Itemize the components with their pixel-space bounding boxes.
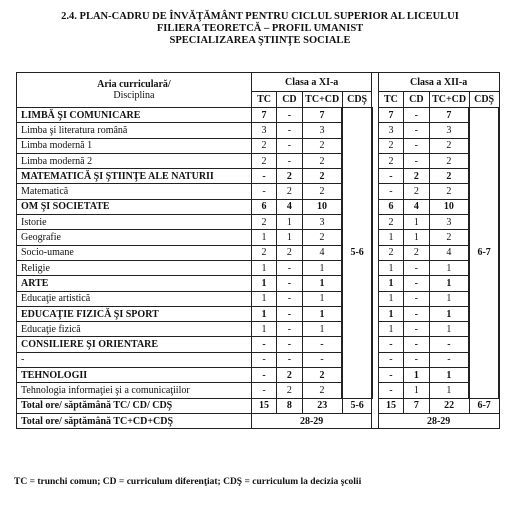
header-cd-11: CD [277,92,302,108]
value-11-1: - [277,306,302,321]
value-11-1: - [277,260,302,275]
value-11-1: 2 [277,368,302,383]
value-11-0: 3 [251,123,276,138]
total-week-label: Total ore/ săptămână TC/ CD/ CDŞ [17,398,252,413]
value-11-1: - [277,291,302,306]
value-12-1: - [404,337,429,352]
table-row [17,322,500,337]
value-11-0: 1 [251,260,276,275]
total-week-11-2: 23 [302,398,342,413]
value-11-1: 4 [277,199,302,214]
value-11-0: 7 [251,108,276,123]
title-line-3: SPECIALIZAREA ŞTIINŢE SOCIALE [169,35,351,46]
value-11-0: 1 [251,322,276,337]
value-12-1: - [404,291,429,306]
discipline-name: OM ŞI SOCIETATE [17,199,252,214]
value-12-2: 3 [429,123,469,138]
header-class-11: Clasa a XI-a [251,73,372,92]
discipline-name: Matematică [17,184,252,199]
table-row [17,184,500,199]
value-12-2: 1 [429,383,469,398]
discipline-name: Educaţie artistică [17,291,252,306]
table-row [17,260,500,275]
table-row [17,383,500,398]
cds-12: 6-7 [469,108,499,399]
discipline-name: LIMBĂ ŞI COMUNICARE [17,108,252,123]
value-12-1: 2 [404,169,429,184]
header-cds-12: CDŞ [469,92,499,108]
table-group-row [17,169,500,184]
discipline-name: Educaţie fizică [17,322,252,337]
value-12-2: 1 [429,306,469,321]
value-12-2: 2 [429,169,469,184]
value-12-1: 2 [404,245,429,260]
value-12-0: 1 [378,260,403,275]
value-12-0: 1 [378,291,403,306]
value-12-2: 1 [429,322,469,337]
value-11-1: 2 [277,383,302,398]
table-group-row [17,108,500,123]
value-12-0: 3 [378,123,403,138]
value-12-0: - [378,169,403,184]
value-12-1: 1 [404,215,429,230]
value-11-1: 1 [277,215,302,230]
value-11-2: - [302,352,342,367]
value-11-1: - [277,352,302,367]
value-11-0: - [251,337,276,352]
value-11-0: - [251,368,276,383]
discipline-name: Geografie [17,230,252,245]
value-12-2: 7 [429,108,469,123]
table-row [17,123,500,138]
value-11-1: - [277,337,302,352]
discipline-name: Limba modernă 2 [17,153,252,168]
value-12-1: - [404,123,429,138]
value-11-1: 1 [277,230,302,245]
discipline-name: EDUCAŢIE FIZICĂ ŞI SPORT [17,306,252,321]
table-row [17,291,500,306]
value-12-2: - [429,337,469,352]
value-11-0: 2 [251,138,276,153]
value-12-2: 1 [429,291,469,306]
value-12-2: 4 [429,245,469,260]
value-11-1: - [277,153,302,168]
total-week-12-3: 6-7 [469,398,499,413]
total-week-12-0: 15 [378,398,403,413]
total-all-row [17,413,500,428]
value-12-2: 10 [429,199,469,214]
discipline-name: Limba şi literatura română [17,123,252,138]
value-12-1: - [404,322,429,337]
value-12-0: - [378,383,403,398]
value-11-0: 2 [251,215,276,230]
header-cd-12: CD [404,92,429,108]
value-11-1: 2 [277,184,302,199]
discipline-name: MATEMATICĂ ŞI ŞTIINŢE ALE NATURII [17,169,252,184]
value-11-1: - [277,138,302,153]
discipline-name: Religie [17,260,252,275]
table-row [17,245,500,260]
value-12-0: 1 [378,306,403,321]
value-12-0: 2 [378,215,403,230]
value-12-0: 2 [378,138,403,153]
header-cds-11: CDŞ [342,92,372,108]
table-group-row [17,199,500,214]
value-12-0: 6 [378,199,403,214]
discipline-name: TEHNOLOGII [17,368,252,383]
value-11-2: 1 [302,306,342,321]
value-11-2: 7 [302,108,342,123]
table-row [17,138,500,153]
value-11-1: - [277,123,302,138]
value-12-1: - [404,108,429,123]
value-11-2: 4 [302,245,342,260]
value-12-2: 2 [429,230,469,245]
value-12-1: - [404,352,429,367]
value-12-0: 2 [378,245,403,260]
value-12-1: - [404,153,429,168]
table-row [17,153,500,168]
value-11-0: - [251,352,276,367]
value-11-2: - [302,337,342,352]
discipline-name: ARTE [17,276,252,291]
value-12-1: 1 [404,230,429,245]
value-11-2: 3 [302,123,342,138]
value-11-2: 1 [302,322,342,337]
value-12-0: 1 [378,276,403,291]
value-11-1: 2 [277,169,302,184]
value-12-1: 4 [404,199,429,214]
header-class-12: Clasa a XII-a [378,73,499,92]
value-11-1: - [277,322,302,337]
header-area [17,73,252,108]
header-tc-11: TC [251,92,276,108]
total-week-11-3: 5-6 [342,398,372,413]
total-week-11-1: 8 [277,398,302,413]
value-11-0: - [251,383,276,398]
value-12-1: 1 [404,383,429,398]
value-11-0: 1 [251,291,276,306]
value-11-2: 2 [302,368,342,383]
value-12-0: - [378,352,403,367]
footer-legend: TC = trunchi comun; CD = curriculum diferenţiat; CDŞ = curriculum la decizia şcolii [14,477,362,487]
value-11-1: - [277,276,302,291]
table-group-row [17,337,500,352]
title-line-1: 2.4. PLAN-CADRU DE ÎNVĂŢĂMÂNT PENTRU CICLUL SUPERIOR AL LICEULUI [61,11,459,22]
header-tccd-12: TC+CD [429,92,469,108]
value-11-0: 6 [251,199,276,214]
title-line-2: FILIERA TEORETCĂ – PROFIL UMANIST [156,23,364,34]
value-12-1: - [404,306,429,321]
value-12-2: 2 [429,138,469,153]
value-11-0: 2 [251,245,276,260]
header-tc-12: TC [378,92,403,108]
value-12-0: - [378,368,403,383]
value-11-0: 1 [251,230,276,245]
value-12-0: - [378,337,403,352]
value-11-2: 2 [302,153,342,168]
value-11-0: 1 [251,276,276,291]
value-12-2: 1 [429,368,469,383]
value-11-2: 2 [302,169,342,184]
value-12-1: 1 [404,368,429,383]
value-12-2: 1 [429,276,469,291]
value-12-1: 2 [404,184,429,199]
value-12-0: 1 [378,322,403,337]
value-11-2: 1 [302,260,342,275]
value-12-0: 1 [378,230,403,245]
table-row [17,230,500,245]
value-11-2: 2 [302,184,342,199]
value-11-2: 2 [302,383,342,398]
total-week-12-1: 7 [404,398,429,413]
value-12-2: 1 [429,260,469,275]
table-row [17,352,500,367]
value-11-2: 3 [302,215,342,230]
total-week-12-2: 22 [429,398,469,413]
value-12-2: 2 [429,153,469,168]
value-11-1: 2 [277,245,302,260]
value-11-0: 1 [251,306,276,321]
value-12-2: - [429,352,469,367]
value-12-2: 2 [429,184,469,199]
value-12-0: - [378,184,403,199]
value-11-0: - [251,169,276,184]
table-group-row [17,368,500,383]
value-11-0: 2 [251,153,276,168]
value-12-1: - [404,276,429,291]
total-all-12: 28-29 [378,413,499,428]
discipline-name: Limba modernă 1 [17,138,252,153]
discipline-name: - [17,352,252,367]
value-11-2: 2 [302,138,342,153]
value-12-0: 2 [378,153,403,168]
discipline-name: Tehnologia informaţiei şi a comunicaţiilor [17,383,252,398]
header-area-line1: Aria curriculară/ [97,79,171,90]
value-11-2: 1 [302,291,342,306]
discipline-name: CONSILIERE ŞI ORIENTARE [17,337,252,352]
table-group-row [17,276,500,291]
value-12-1: - [404,260,429,275]
curriculum-table [16,72,500,429]
header-tccd-11: TC+CD [302,92,342,108]
total-all-11: 28-29 [251,413,372,428]
value-12-1: - [404,138,429,153]
table-row [17,215,500,230]
value-11-0: - [251,184,276,199]
value-11-1: - [277,108,302,123]
value-11-2: 1 [302,276,342,291]
cds-11: 5-6 [342,108,372,399]
header-area-line2: Disciplina [113,90,155,101]
value-11-2: 2 [302,230,342,245]
discipline-name: Istorie [17,215,252,230]
value-12-0: 7 [378,108,403,123]
total-week-11-0: 15 [251,398,276,413]
discipline-name: Socio-umane [17,245,252,260]
value-11-2: 10 [302,199,342,214]
total-week-row [17,398,500,413]
value-12-2: 3 [429,215,469,230]
total-all-label: Total ore/ săptămână TC+CD+CDŞ [17,413,252,428]
table-group-row [17,306,500,321]
